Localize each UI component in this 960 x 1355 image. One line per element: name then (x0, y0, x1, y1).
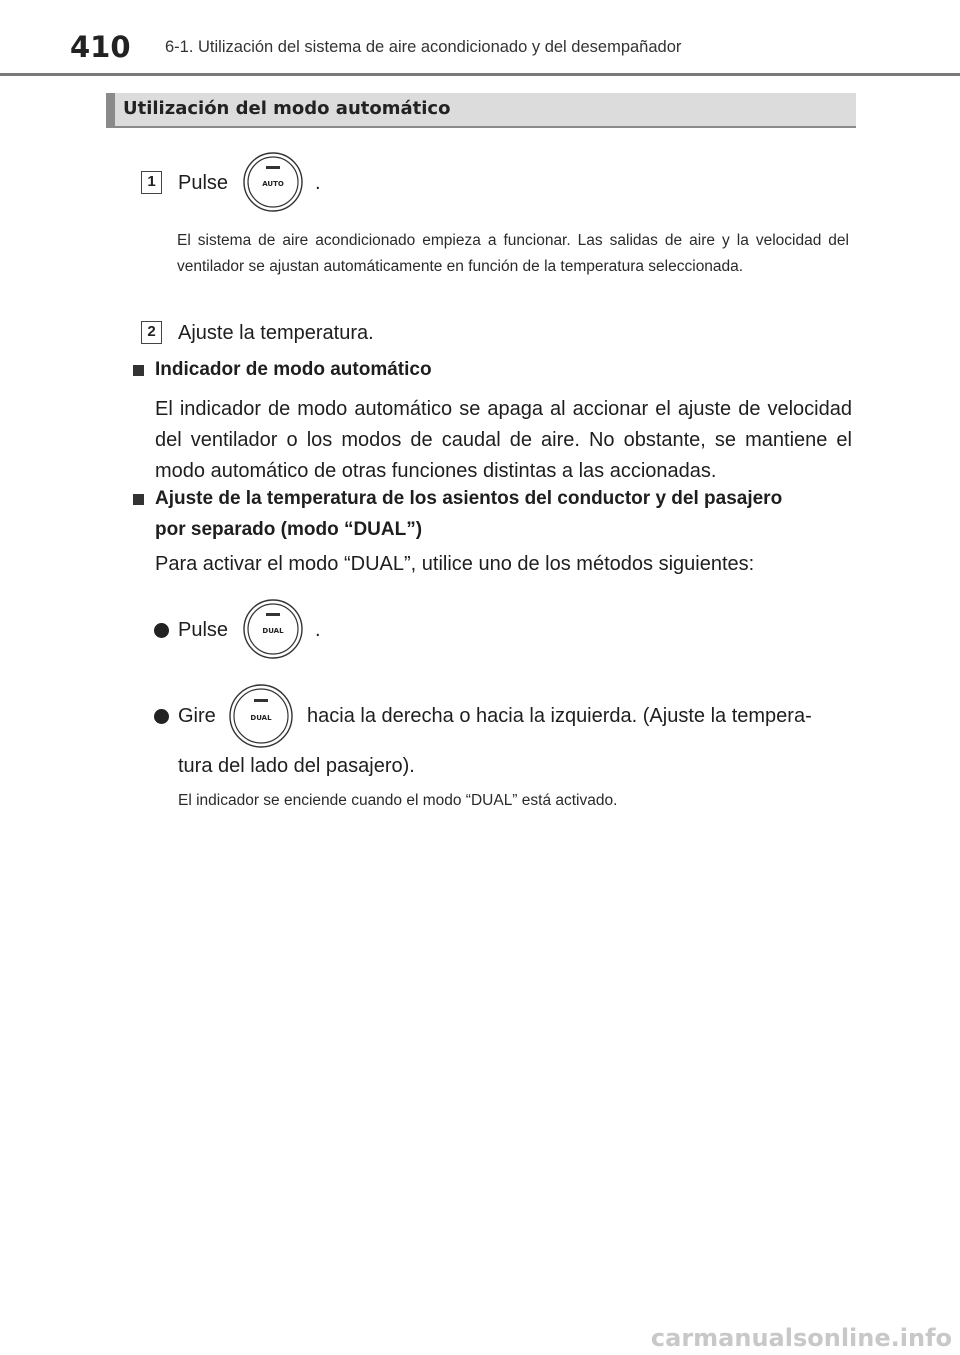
topic-marker-square (133, 365, 144, 376)
topic-2-body: Para activar el modo “DUAL”, utilice uno de los métodos siguientes: (155, 553, 755, 575)
section-title-bar (106, 93, 856, 128)
dual-button-label: DUAL (262, 627, 284, 635)
bullet-2-text-continued: tura del lado del pasajero). (178, 755, 415, 777)
page-number: 410 (70, 30, 131, 64)
step-2-text: Ajuste la temperatura. (178, 322, 374, 344)
header-rule (0, 73, 960, 76)
watermark: carmanualsonline.info (650, 1324, 952, 1352)
dual-dial-icon (228, 683, 294, 749)
bullet-1-text: Pulse (178, 619, 229, 641)
step-1-note: El sistema de aire acondicionado empieza a funcionar. Las salidas de aire y la velocidad del ventilador se ajustan automáticamente en función de la temperatura seleccionada. (177, 232, 849, 275)
step-1-text: Pulse (178, 172, 229, 194)
auto-button-icon (242, 151, 304, 213)
topic-marker-square (133, 494, 144, 505)
topic-1-heading: Indicador de modo automático (155, 359, 432, 380)
bullet-dot (154, 709, 169, 724)
bullet-dot (154, 623, 169, 638)
auto-button-label: AUTO (262, 180, 284, 188)
dual-button-icon (242, 598, 304, 660)
dual-dial-label: DUAL (250, 714, 272, 722)
topic-2-heading-line2: por separado (modo “DUAL”) (155, 519, 423, 540)
step-number-2: 2 (141, 321, 162, 344)
bullet-2-text: Gire (178, 705, 216, 727)
page-header (0, 0, 960, 76)
topic-2-note: El indicador se enciende cuando el modo “DUAL” está activado. (178, 792, 618, 809)
section-title: Utilización del modo automático (123, 98, 451, 119)
step-1-period: . (315, 172, 321, 194)
bullet-2-text-after: hacia la derecha o hacia la izquierda. (Ajuste la tempera- (307, 705, 812, 727)
chapter-title: 6-1. Utilización del sistema de aire acondicionado y del desempañador (165, 38, 682, 56)
step-number-1: 1 (141, 171, 162, 194)
topic-1-body: El indicador de modo automático se apaga al accionar el ajuste de velocidad del ventilador o los modos de caudal de aire. No obstante, se mantiene el modo automático de otras funciones distintas a las accionadas. (155, 398, 852, 482)
bullet-1-period: . (315, 619, 321, 641)
topic-2-heading-line1: Ajuste de la temperatura de los asientos del conductor y del pasajero (155, 488, 783, 509)
